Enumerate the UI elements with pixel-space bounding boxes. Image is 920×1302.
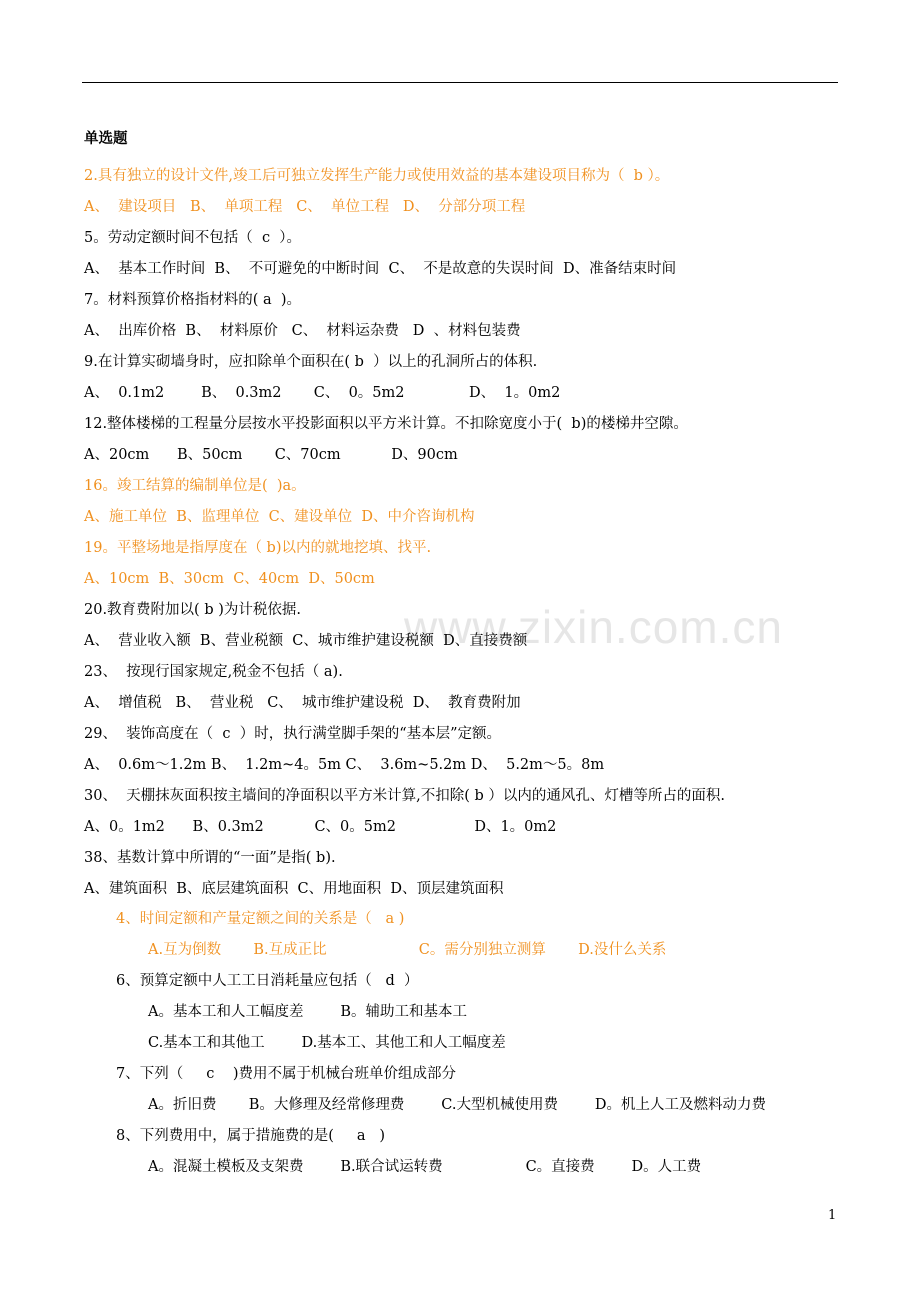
options-question-23: A、 增值税 B、 营业税 C、 城市维护建设税 D、 教育费附加: [84, 695, 521, 711]
options-question-7b: A。折旧费 B。大修理及经常修理费 C.大型机械使用费 D。机上人工及燃料动力费: [148, 1097, 766, 1113]
options-question-4: A.互为倒数 B.互成正比 C。需分别独立测算 D.没什么关系: [148, 942, 667, 958]
header-rule: [82, 82, 838, 83]
options-question-7: A、 出库价格 B、 材料原价 C、 材料运杂费 D 、材料包装费: [84, 323, 521, 339]
question-6: 6、预算定额中人工工日消耗量应包括（ d ）: [116, 973, 419, 989]
question-5: 5。劳动定额时间不包括（ c ）。: [84, 230, 302, 246]
page-number: 1: [828, 1208, 837, 1223]
question-4: 4、时间定额和产量定额之间的关系是（ a ): [116, 911, 405, 927]
options-question-9: A、 0.1m2 B、 0.3m2 C、 0。5m2 D、 1。0m2: [84, 385, 561, 401]
options-question-8: A。混凝土模板及支架费 B.联合试运转费 C。直接费 D。人工费: [148, 1159, 702, 1175]
options-question-6-ab: A。基本工和人工幅度差 B。辅助工和基本工: [148, 1004, 467, 1020]
question-38: 38、基数计算中所谓的“一面”是指( b).: [84, 850, 336, 866]
options-question-16: A、施工单位 B、监理单位 C、建设单位 D、中介咨询机构: [84, 509, 475, 525]
options-question-38: A、建筑面积 B、底层建筑面积 C、用地面积 D、顶层建筑面积: [84, 881, 504, 897]
options-question-30: A、0。1m2 B、0.3m2 C、0。5m2 D、1。0m2: [84, 819, 557, 835]
section-title: 单选题: [84, 130, 128, 147]
question-30: 30、 天棚抹灰面积按主墙间的净面积以平方米计算,不扣除( b ）以内的通风孔、灯槽等所占的面积.: [84, 788, 726, 804]
question-16: 16。竣工结算的编制单位是( )a。: [84, 478, 306, 494]
question-12: 12.整体楼梯的工程量分层按水平投影面积以平方米计算。不扣除宽度小于( b)的楼梯井空隙。: [84, 416, 688, 432]
question-8: 8、下列费用中，属于措施费的是( a ): [116, 1128, 386, 1144]
question-23: 23、 按现行国家规定,税金不包括（ a).: [84, 664, 343, 680]
question-19: 19。平整场地是指厚度在（ b)以内的就地挖填、找平.: [84, 540, 432, 556]
question-20: 20.教育费附加以( b )为计税依据.: [84, 602, 301, 618]
question-7b: 7、下列（ c )费用不属于机械台班单价组成部分: [116, 1066, 456, 1082]
question-29: 29、 装饰高度在（ c ）时，执行满堂脚手架的“基本层”定额。: [84, 726, 502, 742]
options-question-20: A、 营业收入额 B、营业税额 C、城市维护建设税额 D、直接费额: [84, 633, 528, 649]
options-question-6-cd: C.基本工和其他工 D.基本工、其他工和人工幅度差: [148, 1035, 506, 1051]
options-question-19: A、10cm B、30cm C、40cm D、50cm: [84, 571, 375, 587]
options-question-12: A、20cm B、50cm C、70cm D、90cm: [84, 447, 458, 463]
options-question-2: A、 建设项目 B、 单项工程 C、 单位工程 D、 分部分项工程: [84, 199, 526, 215]
question-7: 7。材料预算价格指材料的( a )。: [84, 292, 302, 308]
watermark: www.zixin.com.cn: [404, 601, 783, 653]
question-9: 9.在计算实砌墙身时，应扣除单个面积在( b ）以上的孔洞所占的体积.: [84, 354, 538, 370]
options-question-5: A、 基本工作时间 B、 不可避免的中断时间 C、 不是故意的失误时间 D、准备结束时间: [84, 261, 677, 277]
options-question-29: A、 0.6m～1.2m B、 1.2m~4。5m C、 3.6m~5.2m D、 5.2m～5。8m: [84, 757, 605, 773]
question-2: 2.具有独立的设计文件,竣工后可独立发挥生产能力或使用效益的基本建设项目称为（ b ）。: [84, 168, 670, 184]
